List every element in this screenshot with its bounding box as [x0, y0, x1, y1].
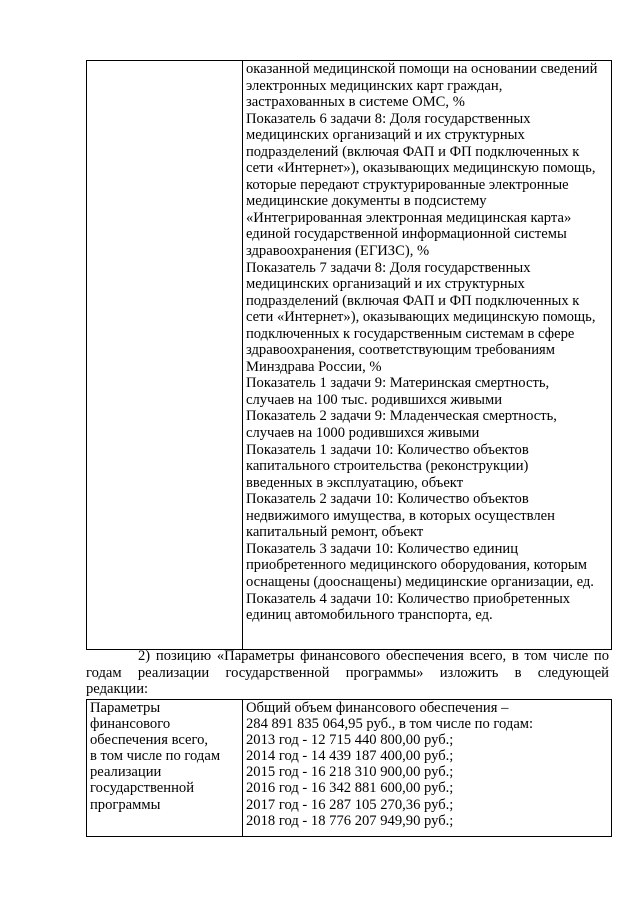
- indicator-line: единой государственной информационной системы: [246, 226, 567, 243]
- indicator-line: медицинские документы в подсистему: [246, 193, 487, 210]
- indicator-line: Показатель 2 задачи 9: Младенческая смертность,: [246, 408, 557, 425]
- financing-value-line: 2018 год - 18 776 207 949,90 руб.;: [246, 812, 454, 829]
- financing-value-cell: [243, 700, 612, 837]
- financing-value-line: 2016 год - 16 342 881 600,00 руб.;: [246, 780, 454, 797]
- indicator-line: электронных медицинских карт граждан,: [246, 77, 503, 94]
- financing-value-text: [246, 700, 608, 829]
- indicator-line: единиц автомобильного транспорта, ед.: [246, 607, 493, 624]
- indicators-table: [86, 60, 612, 650]
- financing-label-line: государственной: [90, 780, 195, 797]
- indicator-line: введенных в эксплуатацию, объект: [246, 474, 464, 491]
- financing-value-line: 284 891 835 064,95 руб., в том числе по годам:: [246, 716, 534, 733]
- indicator-line: Показатель 1 задачи 10: Количество объектов: [246, 441, 529, 458]
- financing-label-text: [90, 700, 239, 813]
- indicator-line: здравоохранения, соответствующим требованиям: [246, 342, 555, 359]
- financing-value-line: 2015 год - 16 218 310 900,00 руб.;: [246, 764, 454, 781]
- indicator-line: случаев на 100 тыс. родившихся живыми: [246, 391, 503, 408]
- financing-table: [86, 699, 612, 837]
- indicator-line: случаев на 1000 родившихся живыми: [246, 425, 480, 442]
- indicator-line: медицинских организаций и их структурных: [246, 276, 525, 293]
- financing-value-line: 2017 год - 16 287 105 270,36 руб.;: [246, 796, 454, 813]
- financing-value-line: Общий объем финансового обеспечения –: [246, 700, 509, 716]
- indicator-line: «Интегрированная электронная медицинская карта»: [246, 209, 572, 226]
- financing-label-line: реализации: [90, 764, 162, 781]
- indicator-line: сети «Интернет»), оказывающих медицинскую помощь,: [246, 309, 596, 326]
- indicator-line: подразделений (включая ФАП и ФП подключенных к: [246, 292, 580, 309]
- indicator-line: Показатель 2 задачи 10: Количество объектов: [246, 491, 529, 508]
- indicator-line: подразделений (включая ФАП и ФП подключенных к: [246, 143, 580, 160]
- indicator-line: Показатель 6 задачи 8: Доля государственных: [246, 110, 531, 127]
- indicator-line: здравоохранения (ЕГИЗС), %: [246, 243, 430, 260]
- paragraph-line: редакции:: [86, 681, 149, 697]
- financing-value-line: 2013 год - 12 715 440 800,00 руб.;: [246, 732, 454, 749]
- indicator-line: застрахованных в системе ОМС, %: [246, 94, 465, 111]
- indicator-line: Показатель 1 задачи 9: Материнская смертность,: [246, 375, 550, 392]
- indicator-line: недвижимого имущества, в которых осуществлен: [246, 507, 555, 524]
- indicator-line: Показатель 7 задачи 8: Доля государственных: [246, 259, 531, 276]
- indicator-line: Минздрава России, %: [246, 358, 382, 375]
- indicators-right-cell: [243, 61, 612, 650]
- table-row: [87, 700, 612, 837]
- paragraph-line: годам реализации государственной программы» изложить в следующей: [86, 664, 609, 681]
- financing-label-line: финансового: [90, 716, 171, 733]
- table-row: [87, 61, 612, 650]
- financing-label-cell: [87, 700, 243, 837]
- indicator-line: подключенных к государственным системам в сфере: [246, 325, 575, 342]
- amendment-paragraph: [86, 648, 609, 698]
- indicator-line: капитальный ремонт, объект: [246, 524, 424, 541]
- indicator-line: сети «Интернет»), оказывающих медицинскую помощь,: [246, 160, 596, 177]
- indicator-line: медицинских организаций и их структурных: [246, 127, 525, 144]
- financing-label-line: программы: [90, 796, 161, 813]
- indicator-line: Показатель 3 задачи 10: Количество единиц: [246, 540, 519, 557]
- financing-label-line: обеспечения всего,: [90, 732, 209, 749]
- indicator-line: приобретенного медицинского оборудования, которым: [246, 557, 587, 574]
- indicator-line: которые передают структурированные электронные: [246, 176, 569, 193]
- indicator-line: оснащены (дооснащены) медицинские организации, ед.: [246, 573, 594, 590]
- financing-value-line: 2014 год - 14 439 187 400,00 руб.;: [246, 748, 454, 765]
- indicators-text: [246, 61, 608, 624]
- paragraph-line: 2) позицию «Параметры финансового обеспечения всего, в том числе по: [138, 648, 609, 664]
- indicator-line: Показатель 4 задачи 10: Количество приобретенных: [246, 590, 571, 607]
- financing-label-line: Параметры: [90, 700, 161, 716]
- financing-label-line: в том числе по годам: [90, 748, 221, 765]
- indicator-line: капитального строительства (реконструкции): [246, 458, 529, 475]
- indicator-line: оказанной медицинской помощи на основании сведений: [246, 61, 598, 77]
- indicators-left-cell: [87, 61, 243, 650]
